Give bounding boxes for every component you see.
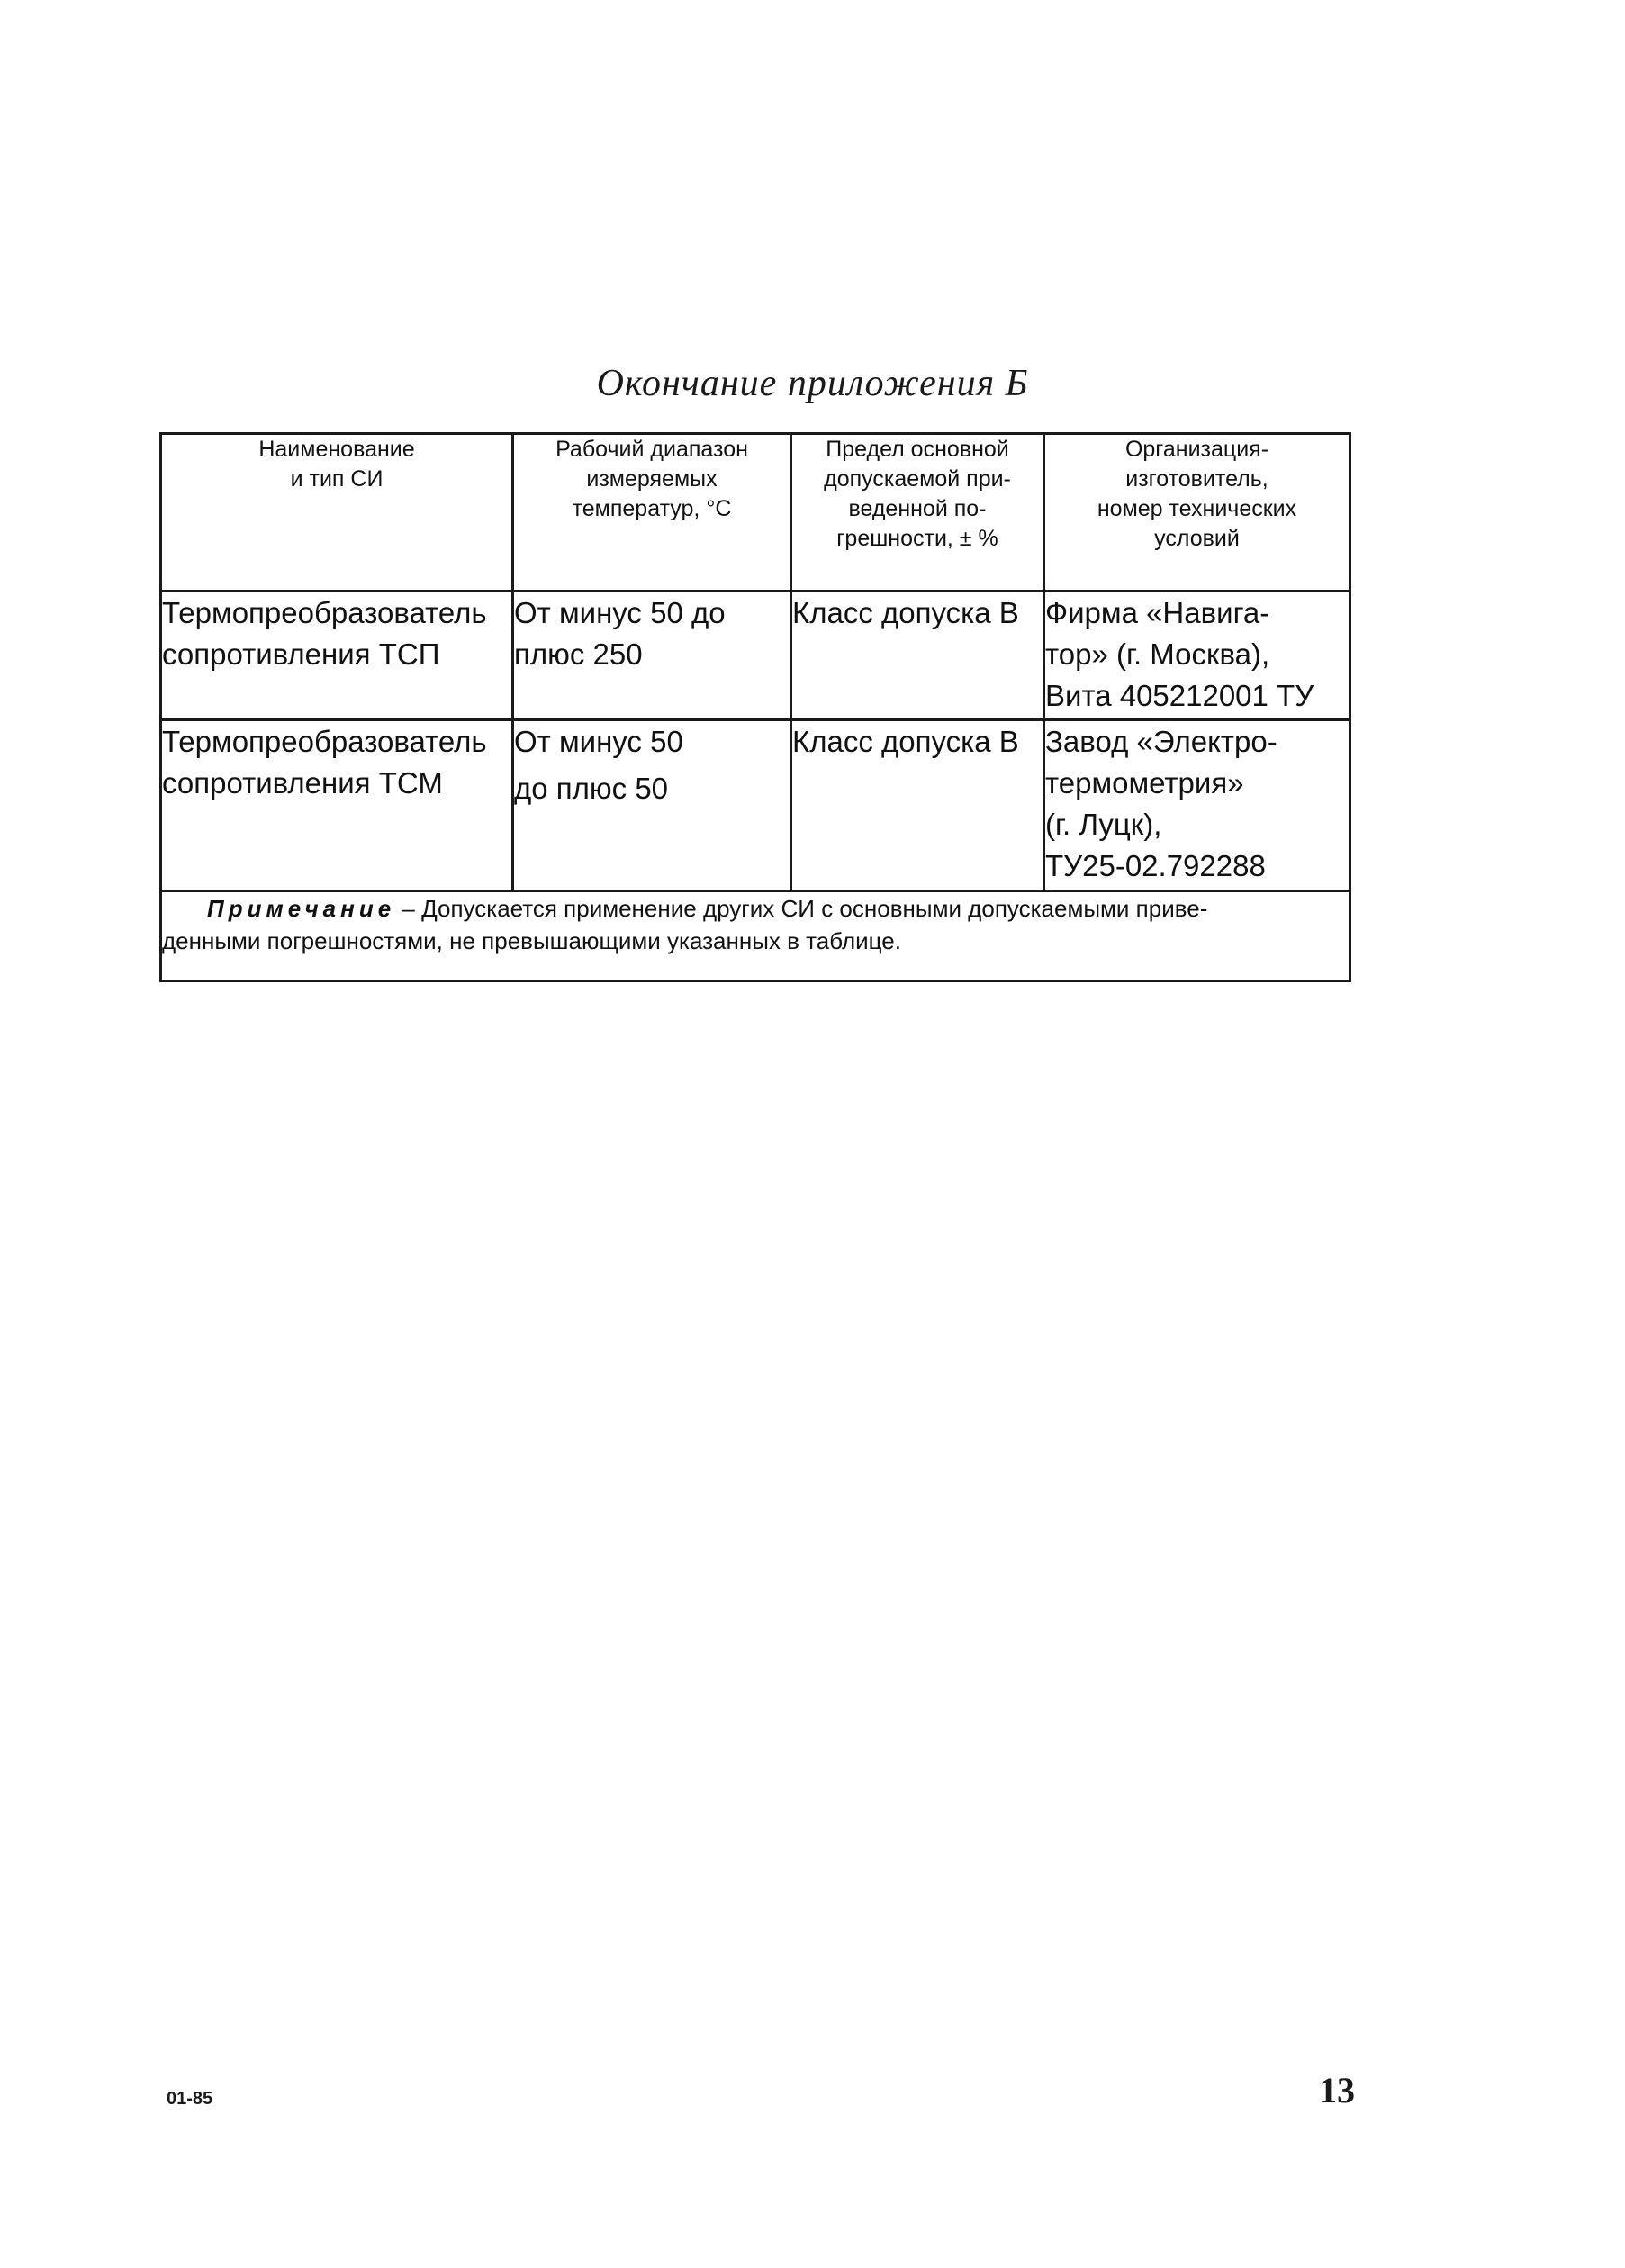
- cell-name-type: Термопреобразователь сопротивления ТСМ: [161, 720, 513, 891]
- header-error-limit: Предел основной допускаемой при- веденной по- грешности, ± %: [791, 434, 1044, 592]
- note-label: Примечание: [207, 895, 396, 922]
- instruments-table: [159, 432, 1351, 982]
- appendix-caption: Окончание приложения Б: [596, 363, 1029, 404]
- cell-error-limit: Класс допуска В: [791, 720, 1044, 891]
- table-note: [161, 891, 1350, 981]
- header-manufacturer: Организация- изготовитель, номер технических условий: [1044, 434, 1350, 592]
- note-text-line-1: – Допускается применение других СИ с основными допускаемыми приве-: [395, 895, 1208, 922]
- cell-temperature-range: От минус 50 до плюс 250: [513, 592, 791, 720]
- table-note-row: [161, 891, 1350, 981]
- cell-manufacturer: Завод «Электро- термометрия» (г. Луцк), ТУ25-02.792288: [1044, 720, 1350, 891]
- table-row: [161, 720, 1350, 891]
- header-temperature-range: Рабочий диапазон измеряемых температур, °С: [513, 434, 791, 592]
- cell-name-type: Термопреобразователь сопротивления ТСП: [161, 592, 513, 720]
- table-row: [161, 592, 1350, 720]
- note-text-line-2: денными погрешностями, не превышающими указанных в таблице.: [162, 927, 901, 954]
- page-number: 13: [1319, 2070, 1355, 2110]
- cell-manufacturer: Фирма «Навига- тор» (г. Москва), Вита 405212001 ТУ: [1044, 592, 1350, 720]
- cell-temperature-range: От минус 50 до плюс 50: [513, 720, 791, 891]
- footer-code: 01-85: [167, 2089, 213, 2109]
- table-header-row: [161, 434, 1350, 592]
- cell-error-limit: Класс допуска В: [791, 592, 1044, 720]
- header-name-type: Наименование и тип СИ: [161, 434, 513, 592]
